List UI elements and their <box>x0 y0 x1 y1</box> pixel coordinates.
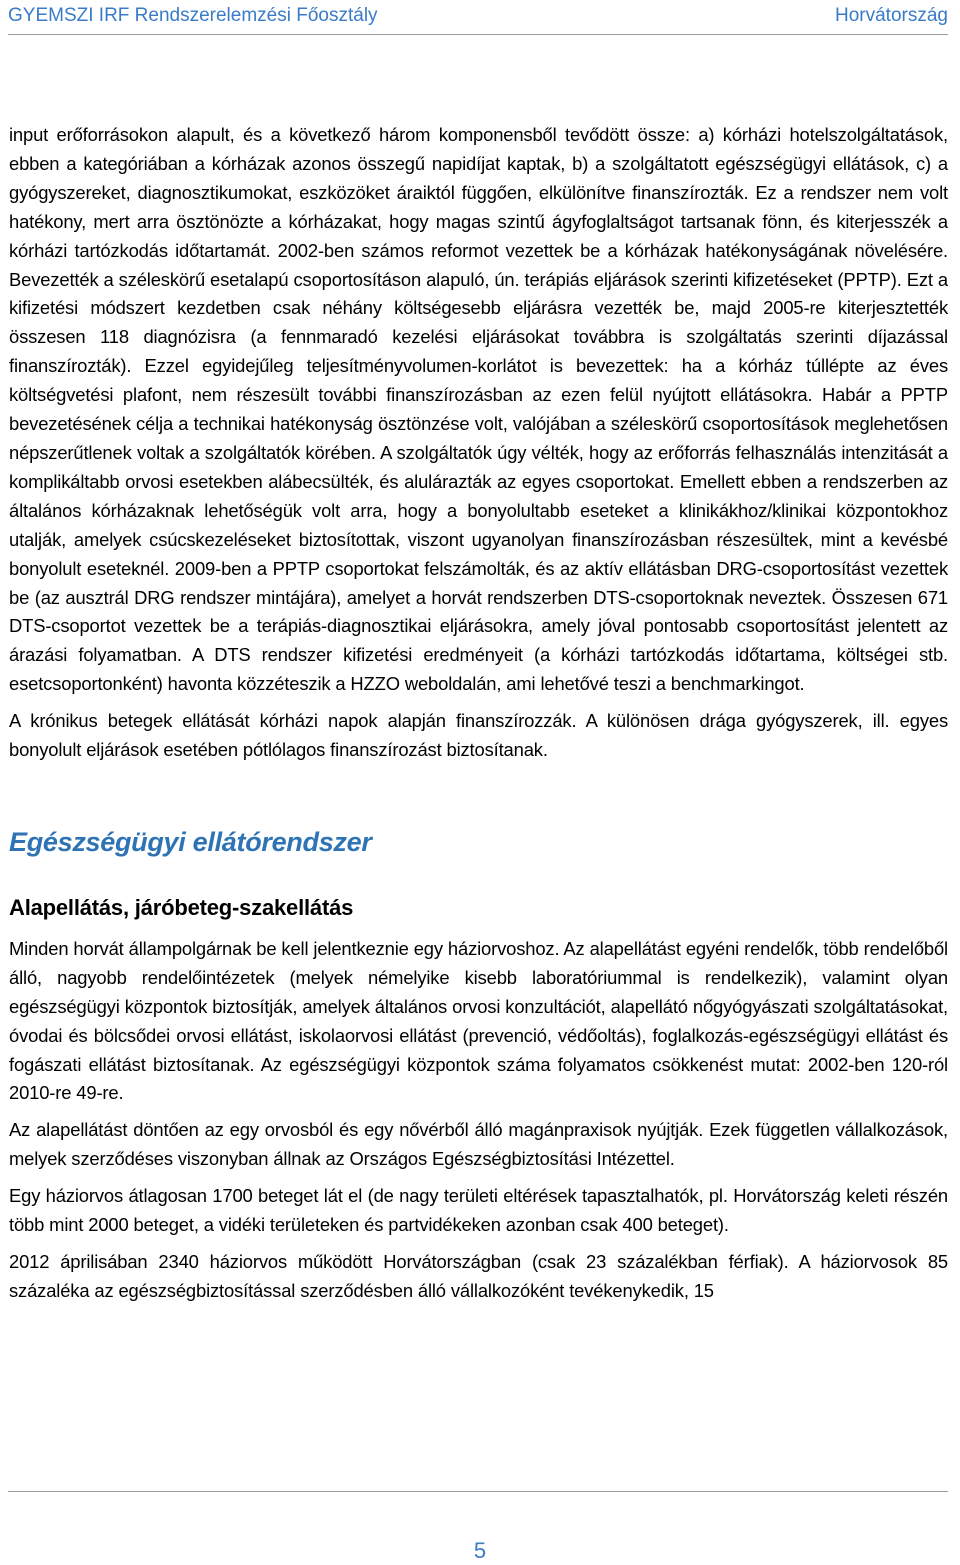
header-organization: GYEMSZI IRF Rendszerelemzési Főosztály <box>8 5 378 26</box>
paragraph-private-practices: Az alapellátást döntően az egy orvosból és egy nővérből álló magánpraxisok nyújtják. Ezek független vállalkozások, melyek szerződéses viszonyban állnak az Országos Egészségbiztosítási Intézettel. <box>9 1119 948 1170</box>
paragraph-gp-count: 2012 áprilisában 2340 háziorvos működött Horvátországban (csak 23 százalékban férfiak). A háziorvosok 85 százaléka az egészségbiztosítással szerződésben álló vállalkozóként tevékenykedik, 15 <box>9 1251 948 1301</box>
header-divider <box>8 34 948 35</box>
footer-divider <box>8 1491 948 1492</box>
paragraph-patient-load: Egy háziorvos átlagosan 1700 beteget lát el (de nagy területi eltérések tapasztalhatók, pl. Horvátország keleti részén több mint 2000 beteget, a vidéki területeken és partvidékeken azonban csak 400 beteget). <box>9 1185 948 1236</box>
paragraph-chronic-care: A krónikus betegek ellátását kórházi napok alapján finanszírozzák. A különösen drága gyógyszerek, ill. egyes bonyolult eljárások esetében pótlólagos finanszírozást biztosítanak. <box>9 710 948 761</box>
subsection-heading: Alapellátás, járóbeteg-szakellátás <box>9 894 354 920</box>
page-number: 5 <box>473 1538 487 1563</box>
paragraph-financing-history: input erőforrásokon alapult, és a következő három komponensből tevődött össze: a) kórházi hotelszolgáltatások, ebben a kategóriában a kórházak azonos összegű napidíjat kaptak, b) a szolgáltatott egészségügyi ellátások, c) a gyógyszereket, diagnosztikumokat, eszközöket áraiktól függően, elkülönítve finanszírozták. Ez a rendszer nem volt hatékony, mert arra ösztönözte a kórházakat, hogy magas szintű ágyfoglaltságot tartsanak fönn, és kiterjesszék a kórházi tartózkodás időtartamát. 2002-ben számos reformot vezettek be a kórházak hatékonyságának növelésére. Bevezették a széleskörű esetalapú csoportosításon alapuló, ún. terápiás eljárások szerinti kifizetéseket (PPTP). Ezt a kifizetési módszert kezdetben csak néhány költségesebb eljárásra vezették be, majd 2005-re kiterjesztették összesen 118 diagnózisra (a fennmaradó kezelési eljárásokat továbbra is szolgáltatás szerinti díjazással finanszírozták). Ezzel egyidejűleg teljesítményvolumen-korlátot is bevezettek: ha a kórház túllépte az éves költségvetési plafont, nem részesült további finanszírozásban az ezen felül nyújtott ellátásokra. Habár a PPTP bevezetésének célja a technikai hatékonyság ösztönzése volt, valójában a széleskörű csoportosítások meglehetősen népszerűtlenek voltak a szolgáltatók körében. A szolgáltatók úgy vélték, hogy az erőforrás felhasználás intenzitását a komplikáltabb orvosi esetekben alábecsülték, és alulárazták az egyes csoportokat. Emellett ebben a rendszerben az általános kórházaknak lehetőségük volt arra, hogy a bonyolultabb eseteket a klinikákhoz/klinikai központokhoz utalják, amelyek csúcskezeléseket biztosítottak, viszont ugyanolyan finanszírozásban részesültek, mint a kevésbé bonyolult eseteknél. 2009-ben a PPTP csoportokat felszámolták, és az aktív ellátásban DRG-csoportosítást vezettek be (az ausztrál DRG rendszer mintájára), amelyet a horvát rendszerben DTS-csoportoknak neveztek. Összesen 671 DTS-csoportot vezettek be a terápiás-diagnosztikai eljárásokra, amely jóval pontosabb csoportosítást jelentett az árazási folyamatban. A DTS rendszer kifizetési eredményeit (a kórházi tartózkodás időtartama, költségei stb. esetcsoportonként) havonta közzéteszik a HZZO weboldalán, ami lehetővé teszi a benchmarkingot. <box>9 124 948 695</box>
section-heading: Egészségügyi ellátórendszer <box>9 826 372 857</box>
paragraph-primary-care: Minden horvát állampolgárnak be kell jelentkeznie egy háziorvoshoz. Az alapellátást egyéni rendelők, több rendelőből álló, nagyobb rendelőintézetek (melyek némelyike kisebb laboratóriummal is rendelkezik), valamint olyan egészségügyi központok biztosítják, amelyek általános orvosi konzultációt, alapellátó nőgyógyászati szolgáltatásokat, óvodai és bölcsődei orvosi ellátást, iskolaorvosi ellátást (prevenció, védőoltás), foglalkozás-egészségügyi ellátást és fogászati ellátást biztosítanak. Az egészségügyi központok száma folyamatos csökkenést mutat: 2002-ben 120-ról 2010-re 49-re. <box>9 937 948 1104</box>
page-header <box>8 0 948 32</box>
document-body <box>9 121 948 1306</box>
header-country: Horvátország <box>835 5 948 26</box>
